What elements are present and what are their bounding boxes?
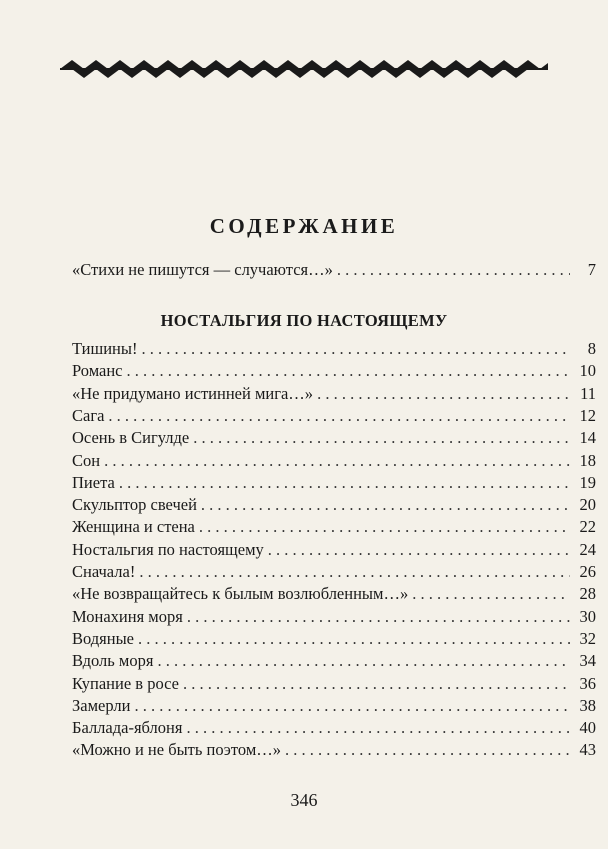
toc-entry-page: 30 — [579, 606, 596, 626]
toc-entry-title: Сага — [72, 405, 105, 425]
toc-entry — [72, 383, 596, 405]
zigzag-triangle-up — [420, 60, 444, 69]
toc-entry-page: 7 — [587, 260, 596, 279]
zigzag-triangle-down — [168, 69, 192, 78]
toc-entry-page: 43 — [579, 740, 596, 760]
dot-leader — [108, 405, 570, 427]
dot-leader — [201, 494, 570, 516]
toc-entry-title: «Можно и не быть поэтом…» — [72, 740, 282, 760]
toc-entry-title: «Не возвращайтесь к былым возлюбленным…» — [72, 584, 409, 604]
zigzag-triangle-up — [276, 60, 300, 69]
page-number: 346 — [290, 790, 318, 810]
dot-leader — [127, 360, 570, 382]
zigzag-triangle-down — [96, 69, 120, 78]
toc-entry-title: Тишины! — [72, 339, 138, 358]
dot-leader — [285, 739, 570, 761]
dot-leader — [268, 539, 570, 561]
zigzag-triangle-up — [348, 60, 372, 69]
toc-entry-intro — [72, 259, 596, 281]
toc-entry-title: Осень в Сигулде — [72, 428, 190, 448]
toc-entry-page: 19 — [579, 472, 596, 492]
toc-entry-page: 34 — [579, 651, 596, 671]
dot-leader — [119, 472, 570, 494]
zigzag-triangle-down — [408, 69, 432, 78]
toc-entry-page: 10 — [579, 361, 596, 381]
dot-leader — [138, 628, 570, 650]
zigzag-triangle-down — [120, 69, 144, 78]
toc-entry-page: 12 — [579, 405, 596, 425]
toc-entry-title: Купание в росе — [72, 673, 179, 693]
toc-entry-page: 24 — [579, 539, 596, 559]
dot-leader — [187, 606, 570, 628]
toc-entry — [72, 516, 596, 538]
toc-entry-title: Сначала! — [72, 562, 136, 581]
toc-entry-page: 26 — [579, 562, 596, 581]
zigzag-triangle-up — [84, 60, 108, 69]
section-title: НОСТАЛЬГИЯ ПО НАСТОЯЩЕМУ — [160, 311, 448, 330]
zigzag-triangle-up — [324, 60, 348, 69]
toc-entry-title: «Стихи не пишутся — случаются…» — [72, 260, 333, 279]
dot-leader — [193, 427, 570, 449]
toc-entry — [72, 539, 596, 561]
toc-entry — [72, 427, 596, 449]
toc-entry-page: 22 — [579, 517, 596, 537]
zigzag-triangle-up — [468, 60, 492, 69]
toc-entry-page: 8 — [587, 339, 596, 358]
zigzag-triangle-down — [336, 69, 360, 78]
toc-entry-page: 28 — [579, 584, 596, 604]
zigzag-triangle-up — [132, 60, 156, 69]
dot-leader — [317, 383, 570, 405]
toc-entry-title: Сон — [72, 450, 101, 470]
zigzag-triangle-up — [492, 60, 516, 69]
toc-entry-title: Баллада-яблоня — [72, 718, 183, 738]
toc-entry — [72, 472, 596, 494]
toc-entry-title: Романс — [72, 361, 123, 381]
zigzag-triangle-up — [180, 60, 204, 69]
toc-entry-title: Пиета — [72, 472, 115, 492]
zigzag-triangle-up — [516, 60, 540, 69]
zigzag-triangle-up — [228, 60, 252, 69]
zigzag-triangle-up — [300, 60, 324, 69]
toc-entry — [72, 628, 596, 650]
contents-heading: СОДЕРЖАНИЕ — [209, 214, 399, 238]
toc-entry-title: Монахиня моря — [72, 606, 183, 626]
zigzag-triangle-down — [384, 69, 408, 78]
toc-entry-page: 32 — [579, 628, 596, 648]
dot-leader — [141, 338, 570, 360]
zigzag-ornament — [60, 60, 548, 78]
toc-entry-page: 14 — [579, 428, 596, 448]
toc-entry-page: 20 — [579, 495, 596, 515]
toc-entry — [72, 494, 596, 516]
zigzag-triangle-down — [288, 69, 312, 78]
zigzag-triangle-down — [480, 69, 504, 78]
zigzag-triangle-up — [396, 60, 420, 69]
dot-leader — [199, 516, 570, 538]
zigzag-triangle-up — [60, 60, 84, 69]
toc-entry — [72, 561, 596, 583]
zigzag-triangle-up — [108, 60, 132, 69]
toc-entry-page: 40 — [579, 718, 596, 738]
toc-entry — [72, 673, 596, 695]
zigzag-triangle-up — [204, 60, 228, 69]
zigzag-triangle-down — [504, 69, 528, 78]
toc-entry-title: «Не придумано истинней мига…» — [72, 383, 314, 403]
dot-leader — [157, 650, 570, 672]
toc-entry-page: 18 — [579, 450, 596, 470]
zigzag-triangle-up — [252, 60, 276, 69]
zigzag-triangle-down — [216, 69, 240, 78]
zigzag-triangle-down — [432, 69, 456, 78]
toc-entry — [72, 583, 596, 605]
dot-leader — [186, 717, 570, 739]
zigzag-triangle-down — [144, 69, 168, 78]
zigzag-triangle-up — [540, 60, 548, 69]
toc-entry-title: Вдоль моря — [72, 651, 154, 671]
zigzag-triangle-down — [192, 69, 216, 78]
toc-entry — [72, 450, 596, 472]
toc-entry — [72, 405, 596, 427]
zigzag-triangle-down — [240, 69, 264, 78]
toc-entry-title: Женщина и стена — [72, 517, 195, 537]
toc-entry-title: Скульптор свечей — [72, 495, 197, 515]
dot-leader — [337, 259, 570, 281]
toc-entry — [72, 360, 596, 382]
zigzag-triangle-down — [72, 69, 96, 78]
toc-entry — [72, 606, 596, 628]
toc-entry — [72, 717, 596, 739]
zigzag-triangle-down — [360, 69, 384, 78]
toc-entry-page: 36 — [579, 673, 596, 693]
toc-entry-title: Водяные — [72, 628, 135, 648]
dot-leader — [134, 695, 570, 717]
zigzag-triangle-up — [156, 60, 180, 69]
dot-leader — [104, 450, 570, 472]
zigzag-triangle-down — [264, 69, 288, 78]
dot-leader — [412, 583, 570, 605]
toc-entry — [72, 338, 596, 360]
toc-entry-page: 11 — [580, 383, 596, 403]
dot-leader — [183, 673, 570, 695]
toc-entry-title: Замерли — [72, 695, 131, 715]
zigzag-triangle-down — [312, 69, 336, 78]
zigzag-triangle-down — [456, 69, 480, 78]
toc-entry-title: Ностальгия по настоящему — [72, 539, 264, 559]
zigzag-triangle-up — [444, 60, 468, 69]
toc-entry — [72, 650, 596, 672]
toc-entry-page: 38 — [579, 695, 596, 715]
zigzag-triangle-up — [372, 60, 396, 69]
dot-leader — [139, 561, 570, 583]
toc-entry — [72, 739, 596, 761]
toc-entry — [72, 695, 596, 717]
